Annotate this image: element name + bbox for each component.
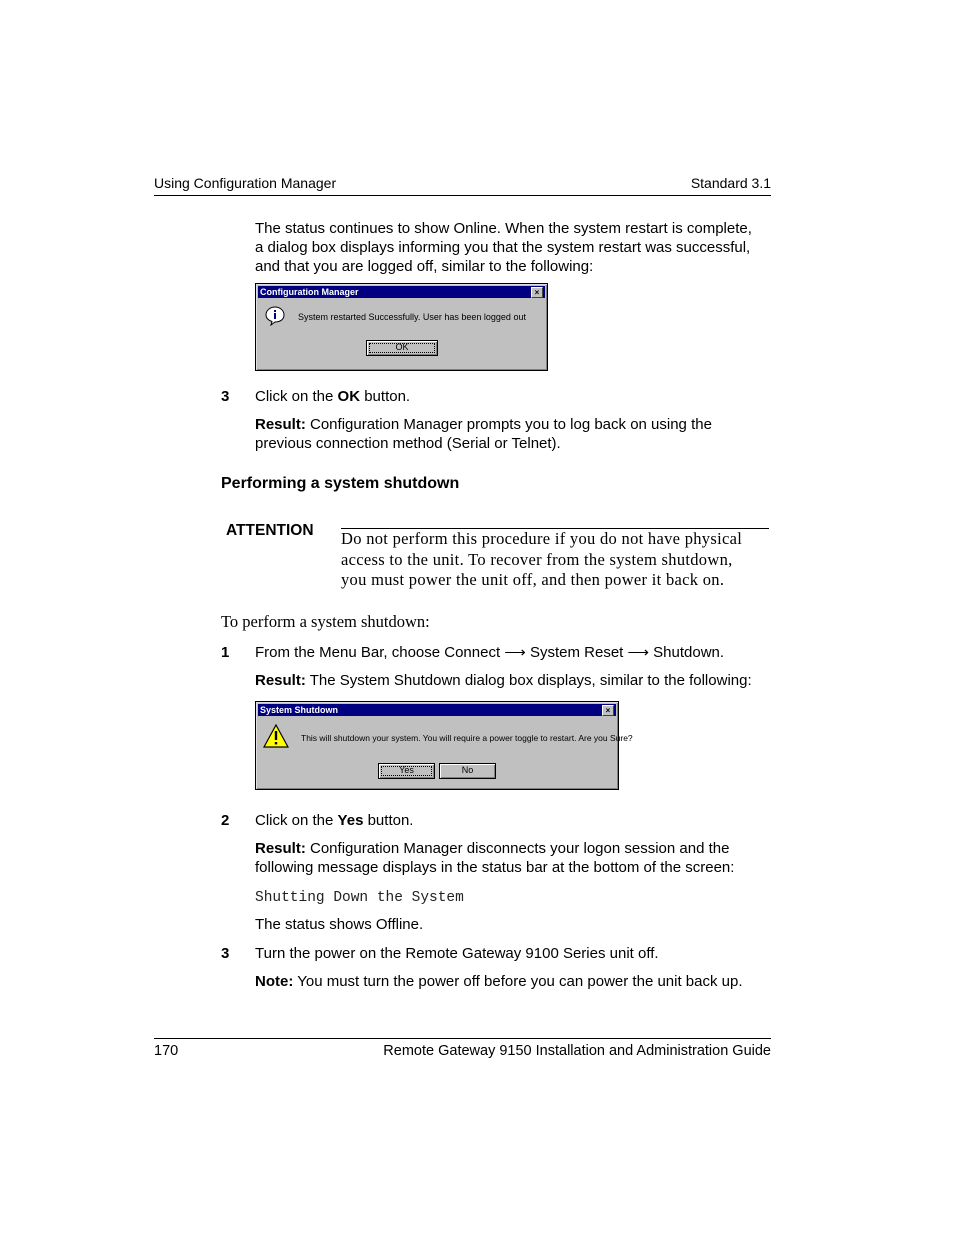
note-label: Note: <box>255 973 294 990</box>
dialog-message: This will shutdown your system. You will require a power toggle to restart. Are you Sure? <box>301 733 633 743</box>
page-number: 170 <box>154 1043 179 1059</box>
section-heading: Performing a system shutdown <box>221 475 460 492</box>
intro-line-2: a dialog box displays informing you that the system restart was successful, <box>255 239 751 256</box>
close-icon[interactable]: × <box>531 287 543 298</box>
attention-line-1: Do not perform this procedure if you do not have physical <box>341 529 743 548</box>
step-instruction <box>255 387 410 406</box>
status-text: The status shows Offline. <box>255 916 424 933</box>
ok-button[interactable]: OK <box>366 340 438 356</box>
attention-line-2: access to the unit. To recover from the system shutdown, <box>341 549 733 569</box>
result-text-2: following message displays in the status bar at the bottom of the screen: <box>255 859 735 876</box>
step-text: Click on the <box>255 388 338 405</box>
result-label: Result: <box>255 840 306 857</box>
info-icon <box>265 306 285 326</box>
attention-label: ATTENTION <box>226 522 314 539</box>
dialog-title-bar <box>258 704 616 716</box>
result-label: Result: <box>255 672 306 689</box>
footer-title: Remote Gateway 9150 Installation and Administration Guide <box>383 1043 771 1059</box>
step-result <box>255 415 712 453</box>
intro-paragraph <box>255 219 752 276</box>
intro-line-3: and that you are logged off, similar to the following: <box>255 258 594 275</box>
dialog-message: System restarted Successfully. User has been logged out <box>298 312 526 322</box>
dialog-title: Configuration Manager <box>260 287 359 297</box>
step-number: 3 <box>221 945 230 962</box>
step-instruction <box>255 811 413 830</box>
step-number: 2 <box>221 812 230 829</box>
status-bar-message: Shutting Down the System <box>255 890 464 906</box>
configuration-manager-dialog <box>255 283 548 371</box>
footer-rule <box>154 1038 771 1039</box>
dialog-title: System Shutdown <box>260 705 339 715</box>
yes-keyword: Yes <box>337 812 364 829</box>
result-text-2: previous connection method (Serial or Telnet). <box>255 435 561 452</box>
dialog-title-bar <box>258 286 545 298</box>
step-number: 3 <box>221 388 230 405</box>
result-label: Result: <box>255 416 306 433</box>
attention-line-3: you must power the unit off, and then power it back on. <box>341 570 725 589</box>
step-text: Click on the <box>255 812 338 829</box>
step-text-end: button. <box>360 388 411 405</box>
system-shutdown-dialog <box>255 701 633 790</box>
result-text: Configuration Manager disconnects your logon session and the <box>305 840 730 857</box>
warning-icon <box>263 724 289 748</box>
result-text: The System Shutdown dialog box displays, similar to the following: <box>305 672 752 689</box>
procedure-lead: To perform a system shutdown: <box>221 612 430 631</box>
note-text: You must turn the power off before you can power the unit back up. <box>293 973 743 990</box>
step-text-end: button. <box>363 812 414 829</box>
step-note <box>255 972 743 991</box>
result-text: Configuration Manager prompts you to log back on using the <box>305 416 712 433</box>
intro-line-1: The status continues to show Online. When the system restart is complete, <box>255 220 752 237</box>
yes-button[interactable]: Yes <box>378 763 435 779</box>
step-result <box>255 671 752 690</box>
step-instruction: Turn the power on the Remote Gateway 9100 Series unit off. <box>255 945 659 962</box>
running-header-right: Standard 3.1 <box>690 175 771 191</box>
attention-text <box>341 529 742 591</box>
ok-keyword: OK <box>337 388 361 405</box>
step-number: 1 <box>221 644 230 661</box>
no-button[interactable]: No <box>439 763 496 779</box>
step-result <box>255 839 734 877</box>
step-instruction: From the Menu Bar, choose Connect ⟶ System Reset ⟶ Shutdown. <box>255 644 725 661</box>
running-header-left: Using Configuration Manager <box>154 175 337 191</box>
close-icon[interactable]: × <box>602 705 614 716</box>
header-rule <box>154 195 771 196</box>
